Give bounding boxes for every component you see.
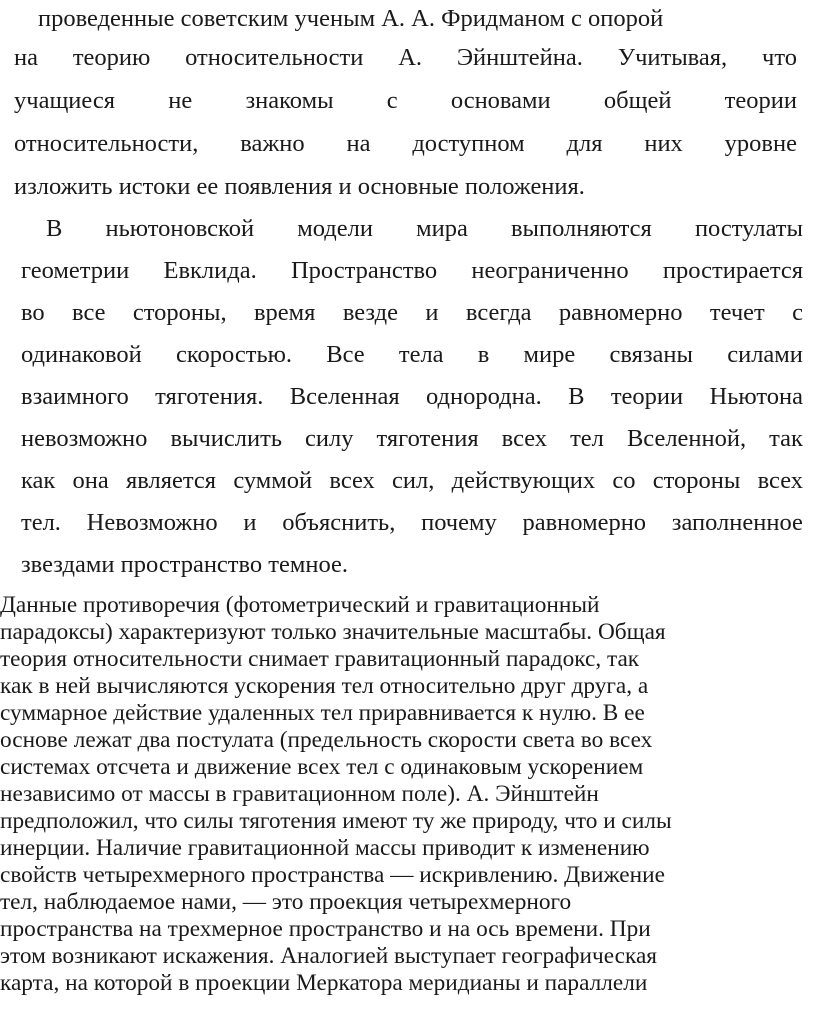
word: стороны,	[132, 299, 227, 326]
word: мира	[416, 215, 468, 242]
word: Вселенной,	[626, 425, 747, 452]
word: простирается	[662, 257, 803, 284]
word: ньютоновской	[105, 215, 255, 242]
word: течет	[709, 299, 765, 326]
word: теории	[724, 87, 797, 114]
word: со	[612, 467, 636, 494]
paragraph-1-line-4	[14, 129, 797, 159]
word: она	[72, 467, 109, 494]
word: Ньютона	[709, 383, 803, 410]
word: постулаты	[694, 215, 803, 242]
word: всех	[501, 425, 548, 452]
word: вычислить	[170, 425, 282, 452]
word: Эйнштейна.	[456, 44, 583, 71]
word: теории	[610, 383, 684, 410]
word: действующих	[451, 467, 596, 494]
word: время	[253, 299, 316, 326]
word: объяснить,	[282, 509, 396, 536]
word: и	[425, 299, 439, 326]
paragraph-3-line-12: тел, наблюдаемое нами, — это проекция четырехмерного	[0, 889, 572, 915]
word: в	[477, 341, 490, 368]
paragraph-3-line-8: независимо от массы в гравитационном поле). А. Эйнштейн	[0, 781, 599, 807]
paragraph-3-line-4: как в ней вычисляются ускорения тел относительно друг друга, а	[0, 673, 649, 699]
word: и	[243, 509, 257, 536]
word: с	[386, 87, 398, 114]
word: Невозможно	[86, 509, 218, 536]
paragraph-3-line-13: пространства на трехмерное пространство и на ось времени. При	[0, 916, 651, 942]
word: не	[168, 87, 193, 114]
paragraph-2-line-7	[21, 466, 803, 496]
word: равномерно	[522, 509, 647, 536]
word: одинаковой	[21, 341, 142, 368]
word: тел	[570, 425, 604, 452]
word: почему	[421, 509, 497, 536]
word: силу	[305, 425, 354, 452]
paragraph-3-line-14: этом возникают искажения. Аналогией выступает географическая	[0, 943, 657, 969]
word: везде	[342, 299, 399, 326]
word: во	[21, 299, 45, 326]
paragraph-3-line-2: парадоксы) характеризуют только значительные масштабы. Общая	[0, 619, 666, 645]
word: равномерно	[558, 299, 683, 326]
word: неограниченно	[471, 257, 629, 284]
paragraph-2-line-3	[21, 298, 803, 328]
word: Пространство	[290, 257, 438, 284]
word: общей	[603, 87, 672, 114]
word: всех	[329, 467, 375, 494]
word: выполняются	[510, 215, 652, 242]
word: что	[762, 44, 797, 71]
paragraph-3-line-15: карта, на которой в проекции Меркатора меридианы и параллели	[0, 970, 648, 996]
paragraph-3-line-5: суммарное действие удаленных тел приравнивается к нулю. В ее	[0, 700, 645, 726]
paragraph-2-line-1	[46, 214, 803, 244]
paragraph-3-line-6: основе лежат два постулата (предельность скорости света во всех	[0, 727, 653, 753]
word: модели	[297, 215, 373, 242]
word: всех	[757, 467, 803, 494]
word: сил,	[392, 467, 435, 494]
paragraph-3-line-10: инерции. Наличие гравитационной массы приводит к изменению	[0, 835, 650, 861]
paragraph-3-line-1: Данные противоречия (фотометрический и гравитационный	[0, 592, 600, 618]
paragraph-2-line-6	[21, 424, 803, 454]
paragraph-2-line-8	[21, 508, 803, 538]
paragraph-3-line-7: системах отсчета и движение всех тел с одинаковым ускорением	[0, 754, 644, 780]
paragraph-1-line-3	[14, 86, 797, 116]
word: является	[126, 467, 217, 494]
word: теорию	[72, 44, 151, 71]
word: силами	[727, 341, 803, 368]
word: них	[644, 130, 683, 157]
paragraph-2-line-9: звездами пространство темное.	[21, 551, 349, 578]
paragraph-1-line-2	[14, 43, 797, 73]
word: Евклида.	[163, 257, 257, 284]
word: на	[14, 44, 38, 71]
word: А.	[398, 44, 423, 71]
word: на	[346, 130, 371, 157]
paragraph-2-line-5	[21, 382, 803, 412]
word: тяготения	[376, 425, 479, 452]
word: тяготения.	[155, 383, 264, 410]
word: Учитывая,	[617, 44, 728, 71]
word: взаимного	[21, 383, 129, 410]
paragraph-3-line-3: теория относительности снимает гравитационный парадокс, так	[0, 646, 640, 672]
word: всегда	[465, 299, 532, 326]
word: В	[568, 383, 585, 410]
word: знакомы	[245, 87, 334, 114]
word: мире	[523, 341, 576, 368]
word: учащиеся	[14, 87, 116, 114]
word: В	[46, 215, 63, 242]
word: уровне	[724, 130, 797, 157]
word: невозможно	[21, 425, 148, 452]
word: заполненное	[671, 509, 803, 536]
word: геометрии	[21, 257, 130, 284]
word: тел.	[21, 509, 61, 536]
word: суммой	[233, 467, 313, 494]
word: доступном	[412, 130, 525, 157]
word: тела	[398, 341, 444, 368]
word: основами	[450, 87, 551, 114]
word: для	[566, 130, 603, 157]
word: связаны	[609, 341, 693, 368]
word: Вселенная	[289, 383, 400, 410]
paragraph-1-line-1: проведенные советским ученым А. А. Фридманом с опорой	[38, 5, 664, 32]
paragraph-1-line-5: изложить истоки ее появления и основные положения.	[14, 173, 585, 200]
paragraph-2-line-2	[21, 256, 803, 286]
paragraph-2-line-4	[21, 340, 803, 370]
word: Все	[326, 341, 365, 368]
paragraph-3-line-9: предположил, что силы тяготения имеют ту же природу, что и силы	[0, 808, 672, 834]
word: с	[792, 299, 803, 326]
word: скоростью.	[175, 341, 293, 368]
word: все	[72, 299, 106, 326]
word: как	[21, 467, 56, 494]
word: однородна.	[426, 383, 542, 410]
word: так	[769, 425, 803, 452]
word: стороны	[652, 467, 741, 494]
word: важно	[240, 130, 305, 157]
paragraph-3-line-11: свойств четырехмерного пространства — искривлению. Движение	[0, 862, 665, 888]
word: относительности	[185, 44, 364, 71]
word: относительности,	[14, 130, 199, 157]
